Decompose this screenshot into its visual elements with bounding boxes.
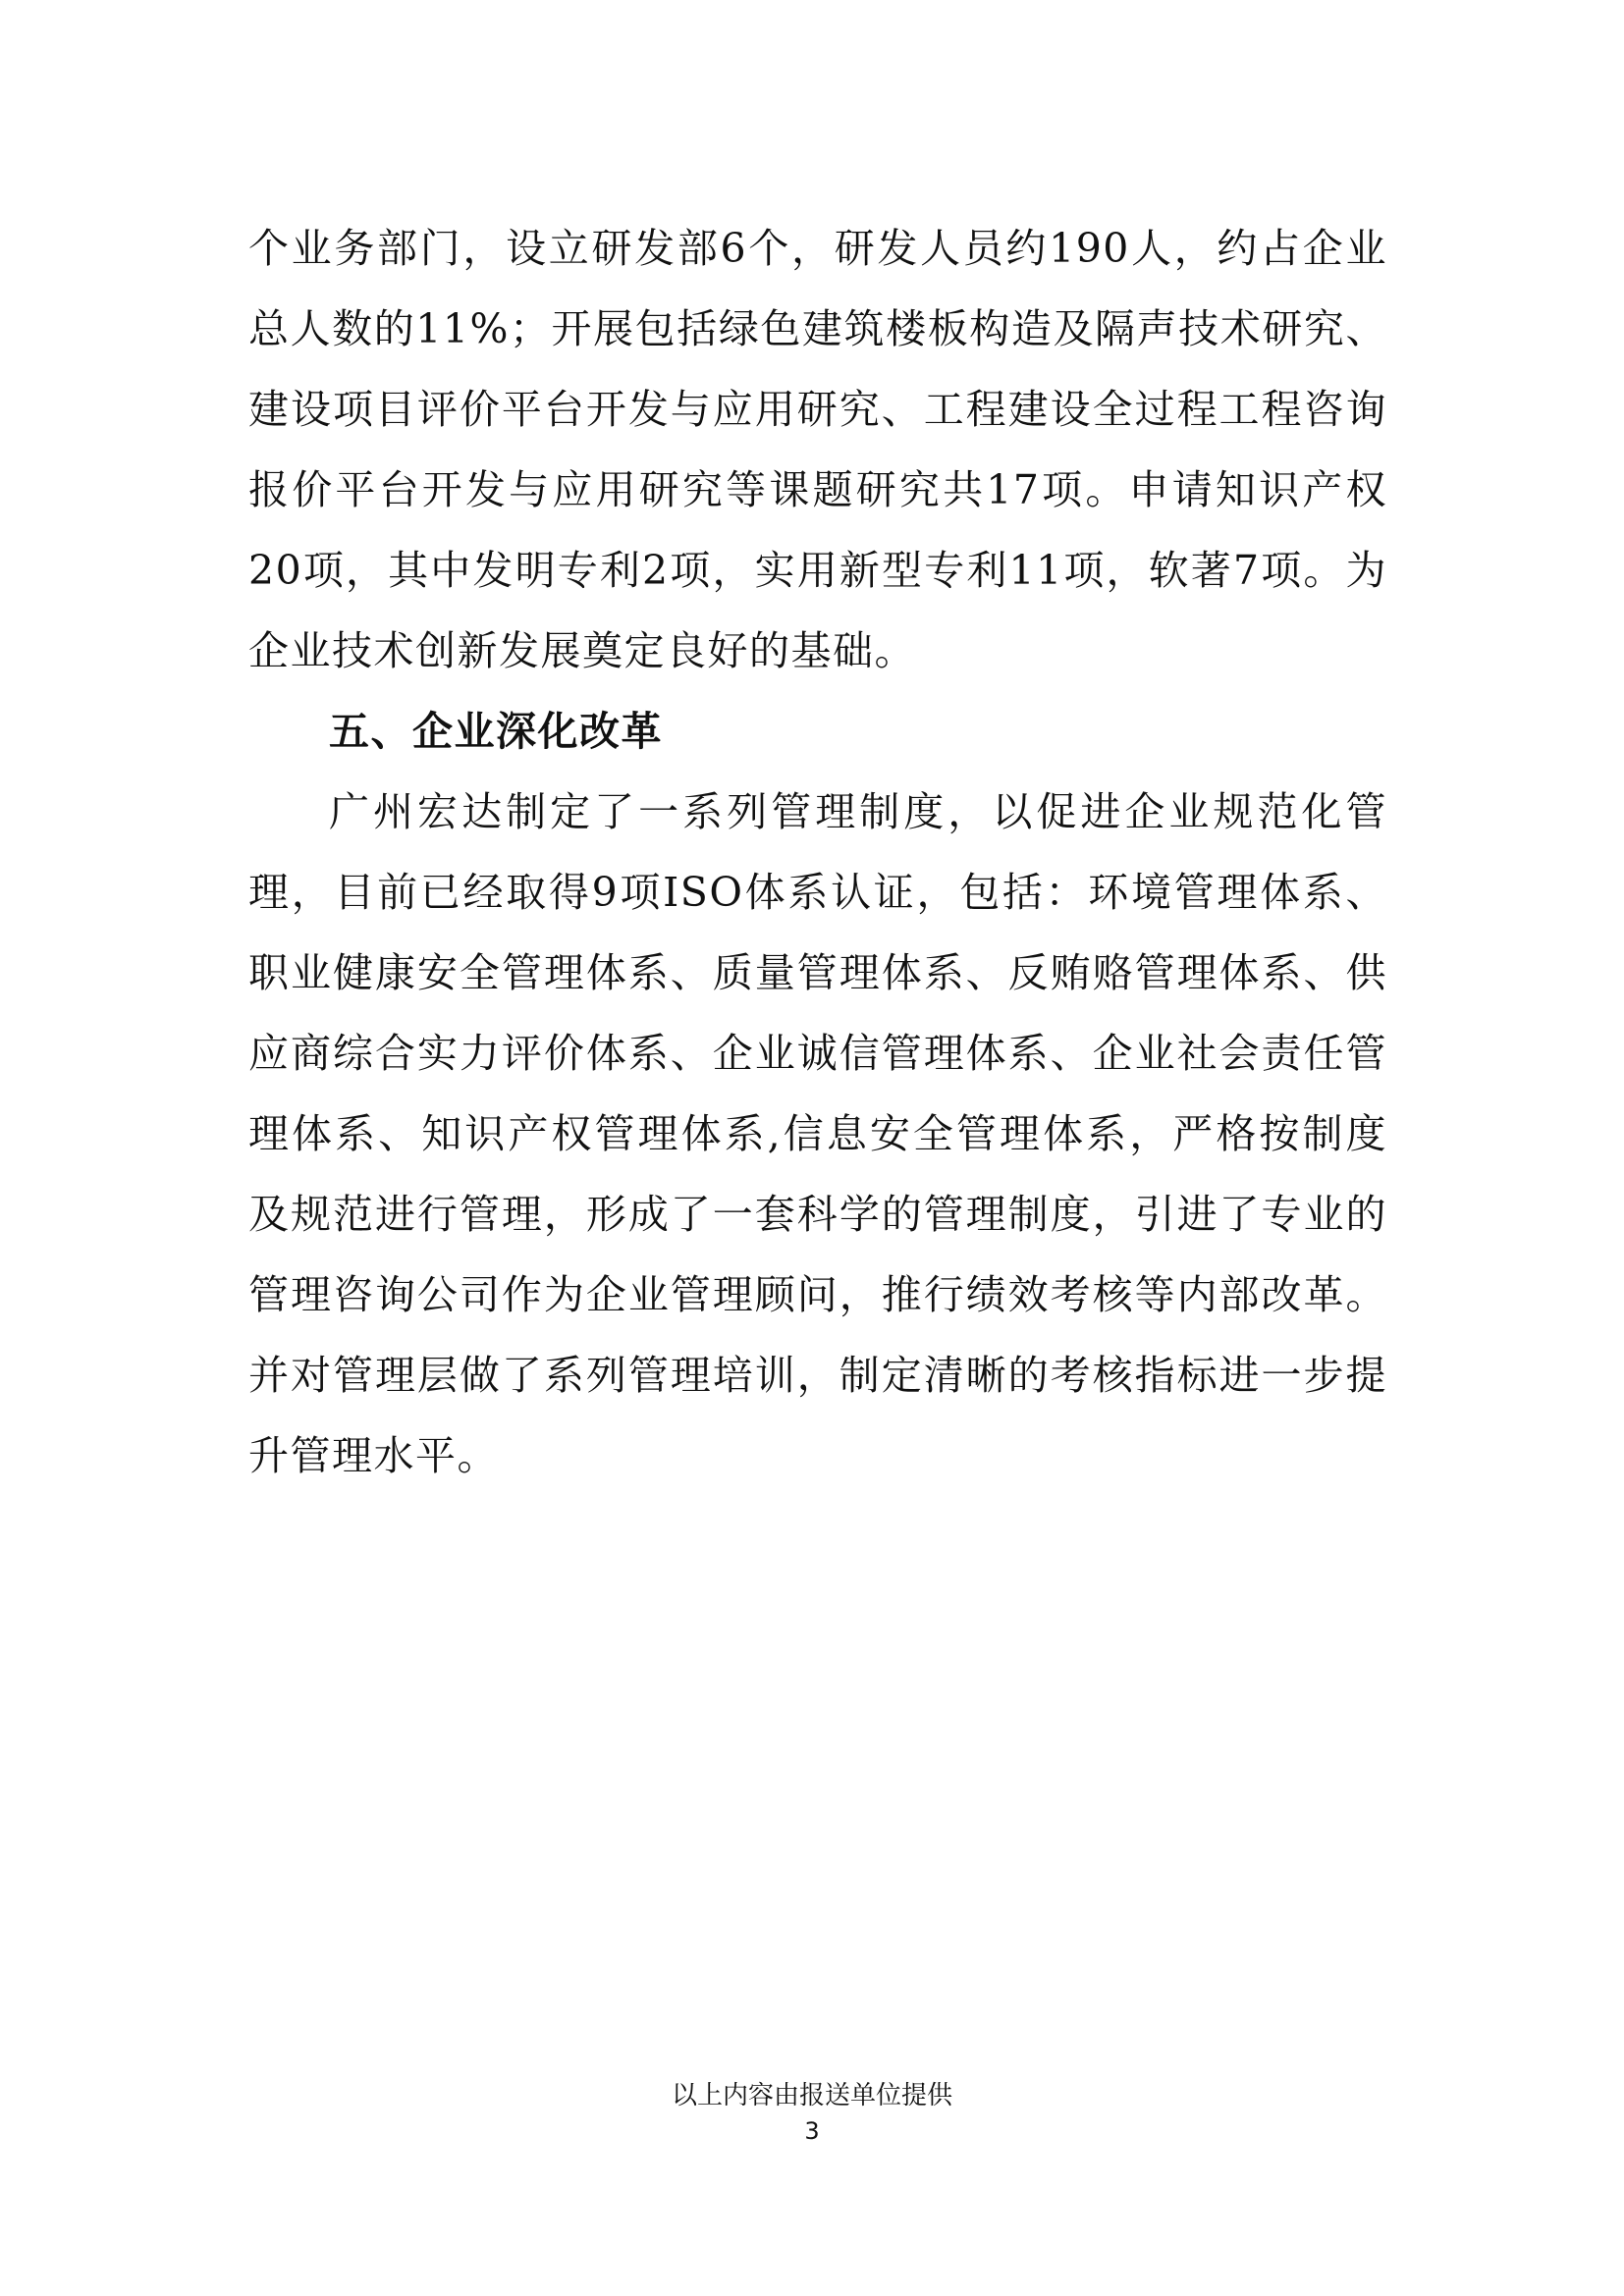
footer-source-note: 以上内容由报送单位提供 — [671, 2081, 952, 2110]
body-paragraph-continued: 个业务部门，设立研发部6个，研发人员约190人，约占企业总人数的11%；开展包括绿色建筑楼板构造及隔声技术研究、建设项目评价平台开发与应用研究、工程建设全过程工程咨询报价平台开发与应用研究等课题研究共17项。申请知识产权20项，其中发明专利2项，实用新型专利11项，软著7项。为企业技术创新发展奠定良好的基础。 — [248, 225, 1387, 674]
document-body — [248, 208, 1387, 1496]
body-paragraph-management: 广州宏达制定了一系列管理制度，以促进企业规范化管理，目前已经取得9项ISO体系认证，包括：环境管理体系、职业健康安全管理体系、质量管理体系、反贿赂管理体系、供应商综合实力评价体系、企业诚信管理体系、企业社会责任管理体系、知识产权管理体系,信息安全管理体系，严格按制度及规范进行管理，形成了一套科学的管理制度，引进了专业的管理咨询公司作为企业管理顾问，推行绩效考核等内部改革。并对管理层做了系列管理培训，制定清晰的考核指标进一步提升管理水平。 — [248, 788, 1387, 1479]
page-number: 3 — [804, 2117, 820, 2145]
section-heading-reform: 五、企业深化改革 — [329, 708, 663, 755]
